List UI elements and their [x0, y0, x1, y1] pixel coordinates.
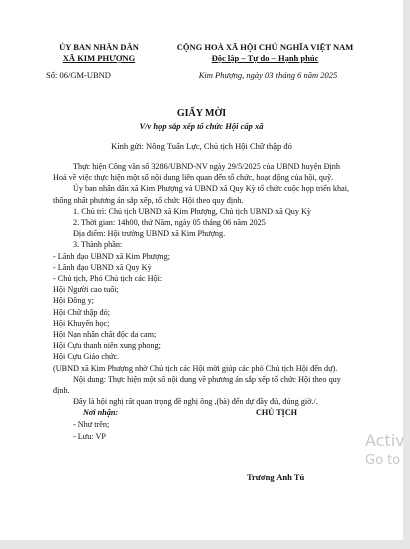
org-item: Hội Khuyến học; — [53, 318, 110, 328]
location-line: Địa điểm: Hội trường UBND xã Kim Phượng. — [73, 229, 226, 239]
page-shadow-bottom — [0, 540, 410, 549]
activation-line2: Go to — [365, 453, 401, 468]
nation-line2: Độc lập – Tự do – Hạnh phúc — [211, 53, 319, 63]
activation-line1: Activ — [365, 431, 405, 450]
recipient-item: - Như trên; — [73, 420, 110, 430]
org-item: Hội Đông y; — [53, 296, 94, 306]
participant-1: - Lãnh đạo UBND xã Kim Phượng; — [53, 251, 171, 261]
closing-paragraph: Đây là hội nghị rất quan trọng đề nghị ông ,(bà) đến dự đầy đủ, đúng giờ./. — [73, 397, 318, 407]
authority-line1: ỦY BAN NHÂN DÂN — [59, 42, 139, 52]
chair-title: CHỦ TỊCH — [256, 408, 298, 418]
document-subject: V/v họp sắp xếp tổ chức Hội cấp xã — [139, 121, 264, 131]
note-paragraph: (UBND xã Kim Phượng nhờ Chủ tịch các Hội mời giúp các phó Chủ tịch Hội đến dự). — [53, 363, 338, 373]
recipient-line: Kính gửi: Nông Tuấn Lực, Chủ tịch Hội Chữ thập đỏ — [111, 141, 292, 151]
place-date: Kim Phượng, ngày 03 tháng 6 năm 2025 — [198, 70, 338, 80]
participant-2: - Lãnh đạo UBND xã Quy Kỳ — [53, 262, 152, 272]
issuing-authority — [40, 42, 158, 64]
document-number: Số: 06/GM-UBND — [46, 70, 111, 80]
document-body — [53, 161, 350, 442]
document-title: GIẤY MỜI — [176, 108, 227, 119]
nation-line1: CỘNG HOÀ XÃ HỘI CHỦ NGHĨA VIỆT NAM — [176, 42, 354, 52]
activation-watermark — [365, 431, 405, 471]
paragraph-1: Thực hiện Công văn số 3286/UBND-NV ngày 29/5/2025 của UBND huyện Định Hoá về việc thực hiện một số nội dung liên quan đến tổ chức, hoạt động của hội, quỹ. — [53, 162, 340, 183]
national-motto — [175, 42, 355, 64]
signer-name: Trương Anh Tú — [247, 472, 305, 482]
org-item: Hội Chữ thập đỏ; — [53, 307, 110, 317]
org-item: Hội Cựu thanh niên xung phong; — [53, 341, 161, 351]
recipients-label: Nơi nhận: — [83, 408, 119, 418]
time-line: 2. Thời gian: 14h00, thứ Năm, ngày 05 tháng 06 năm 2025 — [73, 218, 266, 228]
content-paragraph: Nội dung: Thực hiện một số nội dung về phương án sắp xếp tổ chức Hội theo quy định. — [53, 374, 341, 396]
authority-line2: XÃ KIM PHƯỢNG — [62, 53, 136, 63]
org-item: Hội Nạn nhân chất độc da cam; — [53, 330, 157, 340]
participants-heading: 3. Thành phần: — [73, 240, 123, 250]
recipient-item: - Lưu: VP — [73, 431, 106, 441]
chair-line: 1. Chủ trì: Chủ tịch UBND xã Kim Phượng, Chủ tịch UBND xã Quy Kỳ — [73, 206, 312, 216]
participant-3: - Chủ tịch, Phó Chủ tịch các Hội: — [53, 274, 163, 284]
org-item: Hội Cựu Giáo chức. — [53, 352, 120, 362]
paragraph-2: Ủy ban nhân dân xã Kim Phượng và UBND xã Quy Kỳ tổ chức cuộc họp triển khai, thống nhất phương án sắp xếp, tổ chức Hội theo quy định. — [53, 184, 350, 205]
org-item: Hội Người cao tuổi; — [53, 285, 119, 295]
signature-row — [53, 407, 350, 419]
